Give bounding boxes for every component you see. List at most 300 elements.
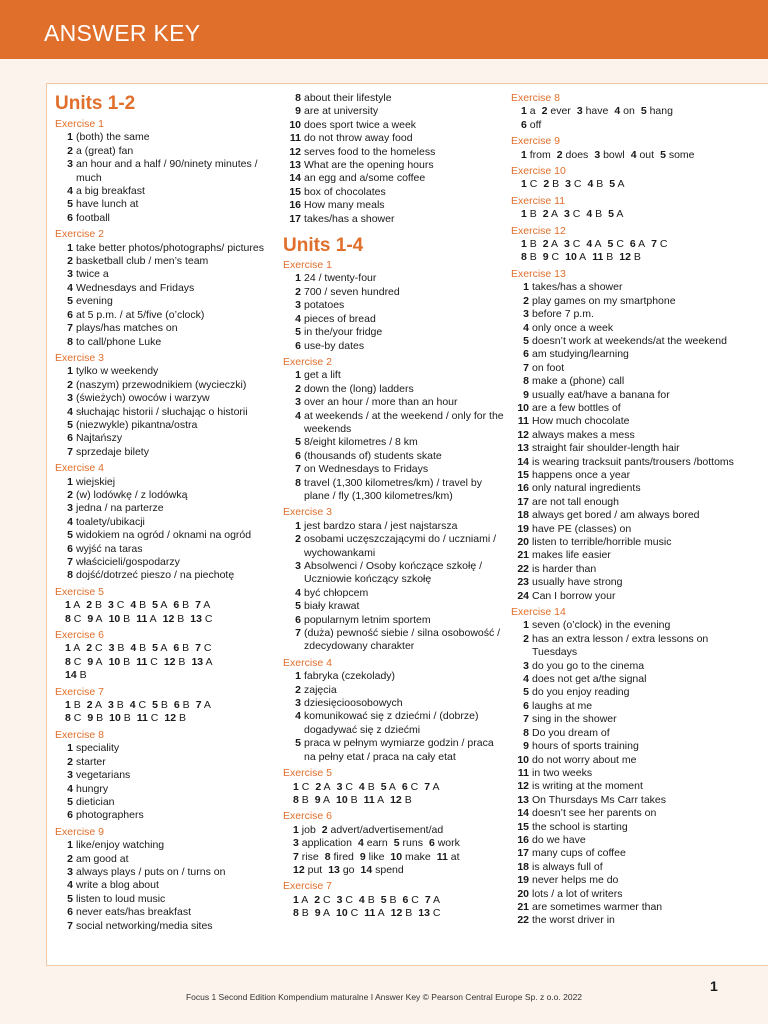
answer-item (55, 309, 277, 322)
column-2 (283, 92, 505, 924)
answer-item (511, 914, 739, 927)
answer-text: seven (o’clock) in the evening (532, 619, 671, 632)
answer-value: A (616, 208, 624, 221)
answer-number: 5 (67, 295, 73, 308)
answer-item (511, 563, 739, 576)
answer-text: słuchając historii / słuchając o historii (76, 405, 248, 418)
answer-number: 7 (424, 780, 431, 793)
answer-value: B (79, 669, 87, 682)
answer-value: C (410, 780, 419, 793)
answer-line (55, 699, 277, 712)
answer-number: 6 (295, 449, 301, 462)
answer-number: 24 (517, 589, 529, 602)
answer-number: 12 (162, 612, 175, 625)
answer-pair (619, 251, 641, 263)
answer-item (55, 446, 277, 459)
answer-number: 4 (587, 178, 594, 191)
answer-text: about their lifestyle (304, 92, 392, 104)
answer-text: am good at (76, 852, 129, 865)
exercise-heading: Exercise 3 (55, 351, 105, 364)
answer-value: advert/advertisement/ad (330, 823, 444, 836)
exercise-block (55, 729, 277, 823)
answer-text: a (great) fan (76, 144, 134, 157)
answer-text: potatoes (304, 299, 345, 312)
answer-number: 2 (295, 533, 301, 546)
answer-pair (164, 656, 186, 668)
answer-text: an hour and a half / 90/ninety minutes / much (76, 158, 258, 184)
answer-value: A (579, 251, 587, 264)
answer-value: C (345, 893, 353, 906)
answer-pair (152, 699, 168, 711)
answer-number: 11 (592, 251, 604, 264)
answer-item (511, 619, 739, 632)
answer-item (55, 419, 277, 432)
answer-item (283, 600, 505, 613)
answer-number: 6 (521, 118, 527, 131)
answer-item (511, 700, 739, 713)
answer-item (511, 727, 739, 740)
answer-number: 5 (295, 737, 301, 750)
answer-value: A (323, 780, 331, 793)
answer-number: 2 (295, 382, 301, 395)
answer-number: 1 (521, 208, 527, 221)
answer-item (55, 783, 277, 796)
answer-pair (152, 599, 167, 611)
answer-text: down the (long) ladders (304, 382, 414, 395)
answer-value: B (177, 612, 185, 625)
answer-item (511, 389, 739, 402)
answer-number: 10 (390, 850, 403, 863)
answer-value: from (529, 148, 551, 161)
answer-text: pieces of bread (304, 312, 376, 325)
answer-pair (543, 251, 559, 263)
answer-pair (173, 642, 189, 654)
answer-value: A (160, 642, 168, 655)
answer-value: work (437, 837, 460, 850)
answer-pair (565, 178, 581, 190)
answer-number: 4 (67, 281, 73, 294)
answer-text: on foot (532, 361, 565, 374)
exercise-block (511, 606, 739, 928)
exercise-heading: Exercise 7 (55, 685, 105, 698)
answer-text: straight fair shoulder-length hair (532, 442, 680, 455)
answer-number: 4 (523, 673, 529, 686)
answer-value: A (322, 907, 330, 920)
answer-number: 4 (630, 148, 637, 161)
answer-item (55, 145, 277, 158)
answer-value: A (73, 599, 81, 612)
answer-number: 19 (517, 874, 529, 887)
answer-item (55, 569, 277, 582)
answer-number: 7 (195, 699, 202, 712)
answer-line (511, 238, 739, 251)
answer-text: happens once a year (532, 468, 631, 481)
exercise-block (55, 586, 277, 626)
answer-value: B (595, 208, 603, 221)
answer-pair (359, 894, 375, 906)
answer-line (283, 864, 505, 877)
answer-item (283, 410, 505, 437)
answer-number: 7 (195, 599, 201, 612)
answer-pair (190, 613, 212, 625)
answer-text: never eats/has breakfast (76, 906, 191, 919)
answer-value: B (182, 599, 190, 612)
answer-text: How much chocolate (532, 415, 630, 428)
answer-line (511, 178, 739, 191)
exercise-block (55, 826, 277, 933)
answer-text: take better photos/photographs/ pictures (76, 241, 264, 254)
answer-item (55, 295, 277, 308)
answer-item (283, 463, 505, 476)
answer-item (283, 477, 505, 504)
answer-item (511, 794, 739, 807)
answer-number: 1 (67, 839, 73, 852)
answer-text: być chłopcem (304, 586, 369, 599)
answer-value: off (529, 118, 542, 131)
answer-number: 2 (86, 642, 93, 655)
answer-item (283, 105, 505, 118)
answer-text: have lunch at (76, 198, 139, 211)
answer-number: 7 (295, 627, 301, 640)
answer-item (283, 520, 505, 533)
answer-number: 1 (67, 475, 73, 488)
answer-pair (586, 208, 602, 220)
answer-pair (364, 794, 384, 806)
answer-pair (336, 907, 358, 919)
answer-item (511, 549, 739, 562)
answer-item (55, 406, 277, 419)
answer-text: in the/your fridge (304, 326, 383, 339)
answer-text: box of chocolates (304, 185, 386, 198)
answer-pair (164, 712, 186, 724)
answer-item (511, 590, 739, 603)
answer-value: B (182, 642, 190, 655)
answer-pair (195, 599, 210, 611)
answer-number: 1 (295, 272, 301, 285)
answer-value: B (552, 178, 560, 191)
exercise-heading: Exercise 6 (283, 810, 333, 823)
answer-pair (65, 669, 87, 681)
page-title: ANSWER KEY (44, 20, 201, 46)
answer-item (283, 533, 505, 560)
answer-number: 2 (556, 148, 563, 161)
answer-item (55, 866, 277, 879)
answer-value: runs (402, 837, 423, 850)
answer-text: has an extra lesson / extra lessons on Tuesdays (532, 632, 709, 659)
answer-number: 2 (315, 780, 322, 793)
answer-number: 4 (67, 879, 73, 892)
answer-pair (293, 864, 322, 876)
answer-number: 8 (523, 375, 529, 388)
answer-number: 18 (517, 860, 529, 873)
answer-value: spend (375, 863, 404, 876)
answer-value: A (94, 699, 102, 712)
answer-number: 7 (523, 361, 529, 374)
answer-line (283, 781, 505, 794)
answer-value: A (377, 793, 385, 806)
answer-number: 8 (295, 476, 301, 489)
answer-value: B (633, 251, 641, 264)
answer-text: dziesięcioosobowych (304, 697, 403, 710)
answer-number: 5 (523, 334, 529, 347)
answer-text: always makes a mess (532, 428, 635, 441)
answer-value: rise (301, 850, 319, 863)
answer-number: 4 (295, 312, 301, 325)
answer-value: C (572, 208, 581, 221)
answer-pair (418, 907, 440, 919)
answer-value: C (73, 712, 82, 725)
answer-number: 3 (108, 642, 115, 655)
answer-text: 8/eight kilometres / 8 km (304, 436, 418, 449)
answer-text: use-by dates (304, 339, 365, 352)
answer-number: 12 (289, 145, 301, 158)
exercise-block (283, 767, 505, 807)
answer-number: 2 (523, 632, 529, 645)
answer-item (283, 396, 505, 409)
answer-number: 3 (67, 158, 73, 171)
answer-item (55, 476, 277, 489)
answer-number: 12 (390, 793, 402, 806)
answer-item (511, 415, 739, 428)
answer-value: C (659, 238, 668, 251)
exercise-block (511, 195, 739, 222)
answer-text: jest bardzo stara / jest najstarsza (304, 519, 458, 532)
answer-item (55, 322, 277, 335)
answer-value: C (150, 712, 159, 725)
answer-number: 14 (360, 863, 373, 876)
answer-number: 4 (295, 586, 301, 599)
answer-number: 5 (608, 208, 614, 221)
answer-number: 4 (586, 208, 593, 221)
answer-item (55, 255, 277, 268)
answer-number: 1 (523, 619, 529, 632)
answer-number: 3 (67, 268, 73, 281)
answer-pair (163, 613, 185, 625)
answer-text: toalety/ubikacji (76, 515, 145, 528)
answer-number: 6 (67, 211, 73, 224)
answer-number: 22 (517, 914, 529, 927)
answer-text: a big breakfast (76, 185, 145, 198)
answer-pair (293, 894, 308, 906)
answer-item (55, 796, 277, 809)
answer-value: like (368, 850, 385, 863)
answer-item (55, 432, 277, 445)
exercise-block (283, 356, 505, 503)
answer-value: C (138, 699, 147, 712)
answer-item (283, 627, 505, 654)
answer-number: 7 (523, 713, 529, 726)
answer-number: 6 (402, 893, 409, 906)
exercise-heading: Exercise 9 (55, 825, 105, 838)
answer-number: 4 (358, 893, 365, 906)
answer-value: C (345, 780, 353, 793)
unit-heading: Units 1-4 (283, 235, 364, 257)
answer-text: On Thursdays Ms Carr takes (532, 793, 667, 806)
answer-pair (196, 699, 211, 711)
answer-item (511, 442, 739, 455)
answer-text: always get bored / am always bored (532, 509, 700, 522)
answer-number: 1 (521, 105, 527, 118)
answer-number: 10 (335, 907, 348, 920)
exercise-heading: Exercise 9 (511, 135, 561, 148)
answer-number: 9 (523, 740, 529, 753)
answer-item (511, 496, 739, 509)
answer-number: 4 (130, 642, 137, 655)
answer-number: 2 (67, 852, 73, 865)
answer-value: B (301, 793, 309, 806)
answer-value: B (367, 893, 375, 906)
answer-item (55, 185, 277, 198)
answer-line (283, 851, 505, 864)
answer-text: biały krawat (304, 600, 360, 613)
answer-text: popularnym letnim sportem (304, 613, 431, 626)
answer-value: B (179, 712, 187, 725)
answer-pair (337, 894, 353, 906)
footer-text: Focus 1 Second Edition Kompendium maturalne I Answer Key © Pearson Central Europe Sp. z o.o. 2022 (185, 992, 583, 1002)
answer-number: 3 (523, 659, 529, 672)
answer-item (283, 670, 505, 683)
answer-value: make (405, 850, 431, 863)
answer-text: How many meals (304, 199, 385, 212)
answer-item (55, 392, 277, 405)
answer-number: 13 (418, 907, 430, 920)
answer-pair (425, 894, 440, 906)
answer-text: on Wednesdays to Fridays (304, 463, 429, 476)
answer-value: A (594, 238, 602, 251)
answer-number: 14 (517, 455, 529, 468)
answer-item (511, 295, 739, 308)
answer-value: B (367, 780, 375, 793)
answer-item (511, 362, 739, 375)
answer-value: A (73, 642, 81, 655)
exercise-block (55, 228, 277, 349)
answer-number: 3 (594, 148, 601, 161)
answer-text: lots / a lot of writers (532, 887, 623, 900)
answer-item (283, 199, 505, 212)
answer-number: 5 (67, 892, 73, 905)
answer-item (55, 556, 277, 569)
answer-number: 3 (67, 502, 73, 515)
answer-number: 2 (314, 893, 321, 906)
exercise-heading: Exercise 4 (55, 462, 105, 475)
answer-number: 5 (295, 600, 301, 613)
answer-number: 3 (67, 769, 73, 782)
answer-number: 3 (293, 837, 299, 850)
answer-number: 2 (542, 208, 549, 221)
answer-value: B (123, 612, 131, 625)
answer-number: 1 (67, 742, 73, 755)
answer-value: A (322, 793, 330, 806)
answer-value: have (585, 105, 609, 118)
answer-number: 11 (363, 793, 375, 806)
answer-pair (191, 656, 212, 668)
answer-number: 1 (67, 241, 73, 254)
answer-line (511, 149, 739, 162)
answer-item (511, 834, 739, 847)
answer-pair (521, 149, 551, 161)
answer-number: 11 (517, 415, 529, 428)
answer-pair (402, 781, 418, 793)
answer-text: do you go to the cinema (532, 659, 645, 672)
answer-item (55, 742, 277, 755)
answer-text: do you enjoy reading (532, 686, 630, 699)
answer-text: wiejskiej (76, 475, 116, 488)
answer-value: C (301, 780, 310, 793)
answer-pair (588, 178, 604, 190)
answer-item (511, 308, 739, 321)
answer-value: earn (366, 837, 388, 850)
answer-value: A (550, 208, 558, 221)
answer-value: B (96, 712, 104, 725)
answer-text: is harder than (532, 562, 597, 575)
answer-item (55, 502, 277, 515)
answer-number: 14 (517, 807, 529, 820)
answer-pair (594, 149, 624, 161)
answer-number: 20 (517, 887, 529, 900)
answer-value: B (116, 699, 124, 712)
answer-value: on (623, 105, 635, 118)
answer-item (511, 482, 739, 495)
answer-number: 11 (289, 132, 301, 145)
answer-text: like/enjoy watching (76, 839, 165, 852)
answer-number: 7 (67, 919, 73, 932)
answer-value: C (94, 642, 103, 655)
answer-value: A (638, 238, 646, 251)
exercise-heading: Exercise 7 (283, 880, 333, 893)
column-3 (511, 92, 739, 931)
answer-number: 8 (521, 251, 527, 264)
answer-text: dojść/dotrzeć pieszo / na piechotę (76, 569, 235, 582)
answer-number: 2 (67, 488, 73, 501)
answer-item (283, 92, 505, 105)
answer-number: 21 (517, 549, 529, 562)
answer-number: 4 (295, 710, 301, 723)
answer-text: hours of sports training (532, 740, 639, 753)
exercise-heading: Exercise 1 (283, 259, 333, 272)
answer-line (55, 669, 277, 682)
answer-number: 3 (523, 308, 529, 321)
answer-pair (609, 178, 624, 190)
exercise-heading: Exercise 12 (511, 224, 566, 237)
answer-item (283, 186, 505, 199)
answer-pair (315, 907, 330, 919)
answer-pair (651, 238, 667, 250)
answer-number: 3 (107, 699, 114, 712)
answer-pair (87, 613, 102, 625)
answer-number: 10 (517, 753, 529, 766)
answer-text: twice a (76, 268, 109, 281)
answer-number: 6 (295, 613, 301, 626)
answer-item (283, 132, 505, 145)
answer-item (511, 429, 739, 442)
answer-value: B (178, 655, 186, 668)
answer-number: 3 (295, 299, 301, 312)
answer-item (511, 322, 739, 335)
answer-text: never helps me do (532, 874, 619, 887)
answer-pair (109, 712, 131, 724)
answer-value: A (550, 238, 558, 251)
answer-number: 1 (295, 670, 301, 683)
exercise-heading: Exercise 5 (55, 585, 105, 598)
answer-number: 6 (401, 780, 408, 793)
answer-value: B (404, 793, 412, 806)
answer-number: 6 (173, 699, 180, 712)
answer-line (283, 894, 505, 907)
answer-number: 1 (65, 599, 71, 612)
answer-number: 9 (87, 655, 94, 668)
answer-value: C (150, 655, 158, 668)
answer-value: B (94, 599, 102, 612)
